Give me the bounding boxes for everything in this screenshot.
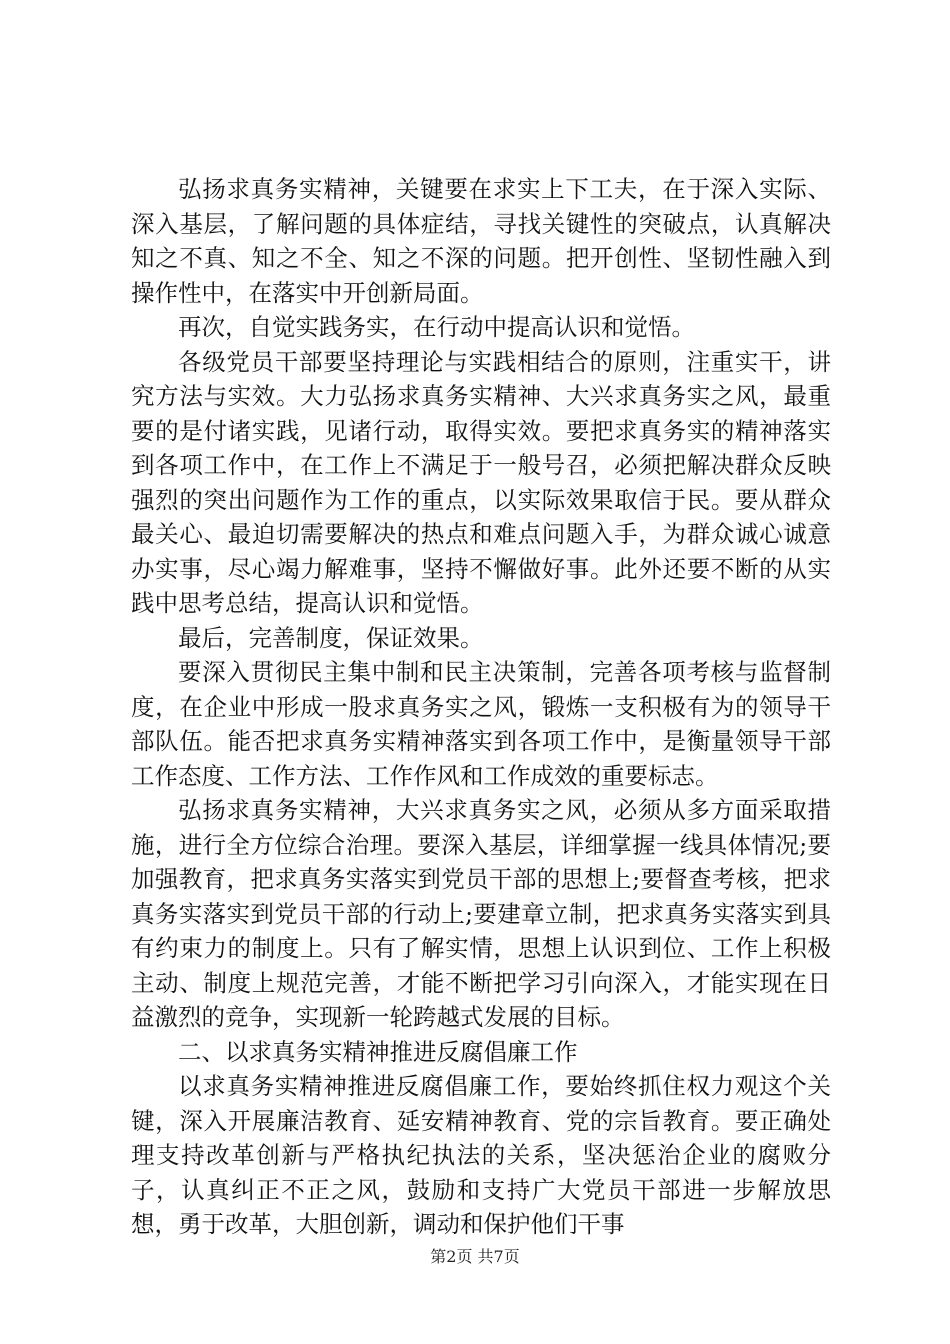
paragraph-8: 以求真务实精神推进反腐倡廉工作，要始终抓住权力观这个关键，深入开展廉洁教育、延安精神教育、党的宗旨教育。要正确处理支持改革创新与严格执纪执法的关系，坚决惩治企业的腐败分子，认真纠正不正之风，鼓励和支持广大党员干部进一步解放思想，勇于改革，大胆创新，调动和保护他们干事 <box>131 1072 831 1238</box>
paragraph-6: 弘扬求真务实精神，大兴求真务实之风，必须从多方面采取措施，进行全方位综合治理。要深入基层，详细掌握一线具体情况;要加强教育，把求真务实落实到党员干部的思想上;要督查考核，把求真务实落实到党员干部的行动上;要建章立制，把求真务实落实到具有约束力的制度上。只有了解实情，思想上认识到位、工作上积极主动、制度上规范完善，才能不断把学习引向深入，才能实现在日益激烈的竞争，实现新一轮跨越式发展的目标。 <box>131 796 831 1031</box>
page-footer: 第2页 共7页 <box>430 1247 520 1266</box>
document-body <box>131 172 831 1242</box>
paragraph-2: 再次，自觉实践务实，在行动中提高认识和觉悟。 <box>178 313 695 341</box>
paragraph-1: 弘扬求真务实精神，关键要在求实上下工夫，在于深入实际、深入基层，了解问题的具体症结，寻找关键性的突破点，认真解决知之不真、知之不全、知之不深的问题。把开创性、坚韧性融入到操作性中，在落实中开创新局面。 <box>131 175 831 307</box>
section-heading: 二、以求真务实精神推进反腐倡廉工作 <box>178 1037 578 1066</box>
paragraph-5: 要深入贯彻民主集中制和民主决策制，完善各项考核与监督制度，在企业中形成一股求真务实之风，锻炼一支积极有为的领导干部队伍。能否把求真务实精神落实到各项工作中，是衡量领导干部工作态度、工作方法、工作作风和工作成效的重要标志。 <box>131 658 831 790</box>
paragraph-4: 最后，完善制度，保证效果。 <box>178 623 484 652</box>
paragraph-3: 各级党员干部要坚持理论与实践相结合的原则，注重实干，讲究方法与实效。大力弘扬求真务实精神、大兴求真务实之风，最重要的是付诸实践，见诸行动，取得实效。要把求真务实的精神落实到各项工作中，在工作上不满足于一般号召，必须把解决群众反映强烈的突出问题作为工作的重点，以实际效果取信于民。要从群众最关心、最迫切需要解决的热点和难点问题入手，为群众诚心诚意办实事，尽心竭力解难事，坚持不懈做好事。此外还要不断的从实践中思考总结，提高认识和觉悟。 <box>131 347 831 617</box>
